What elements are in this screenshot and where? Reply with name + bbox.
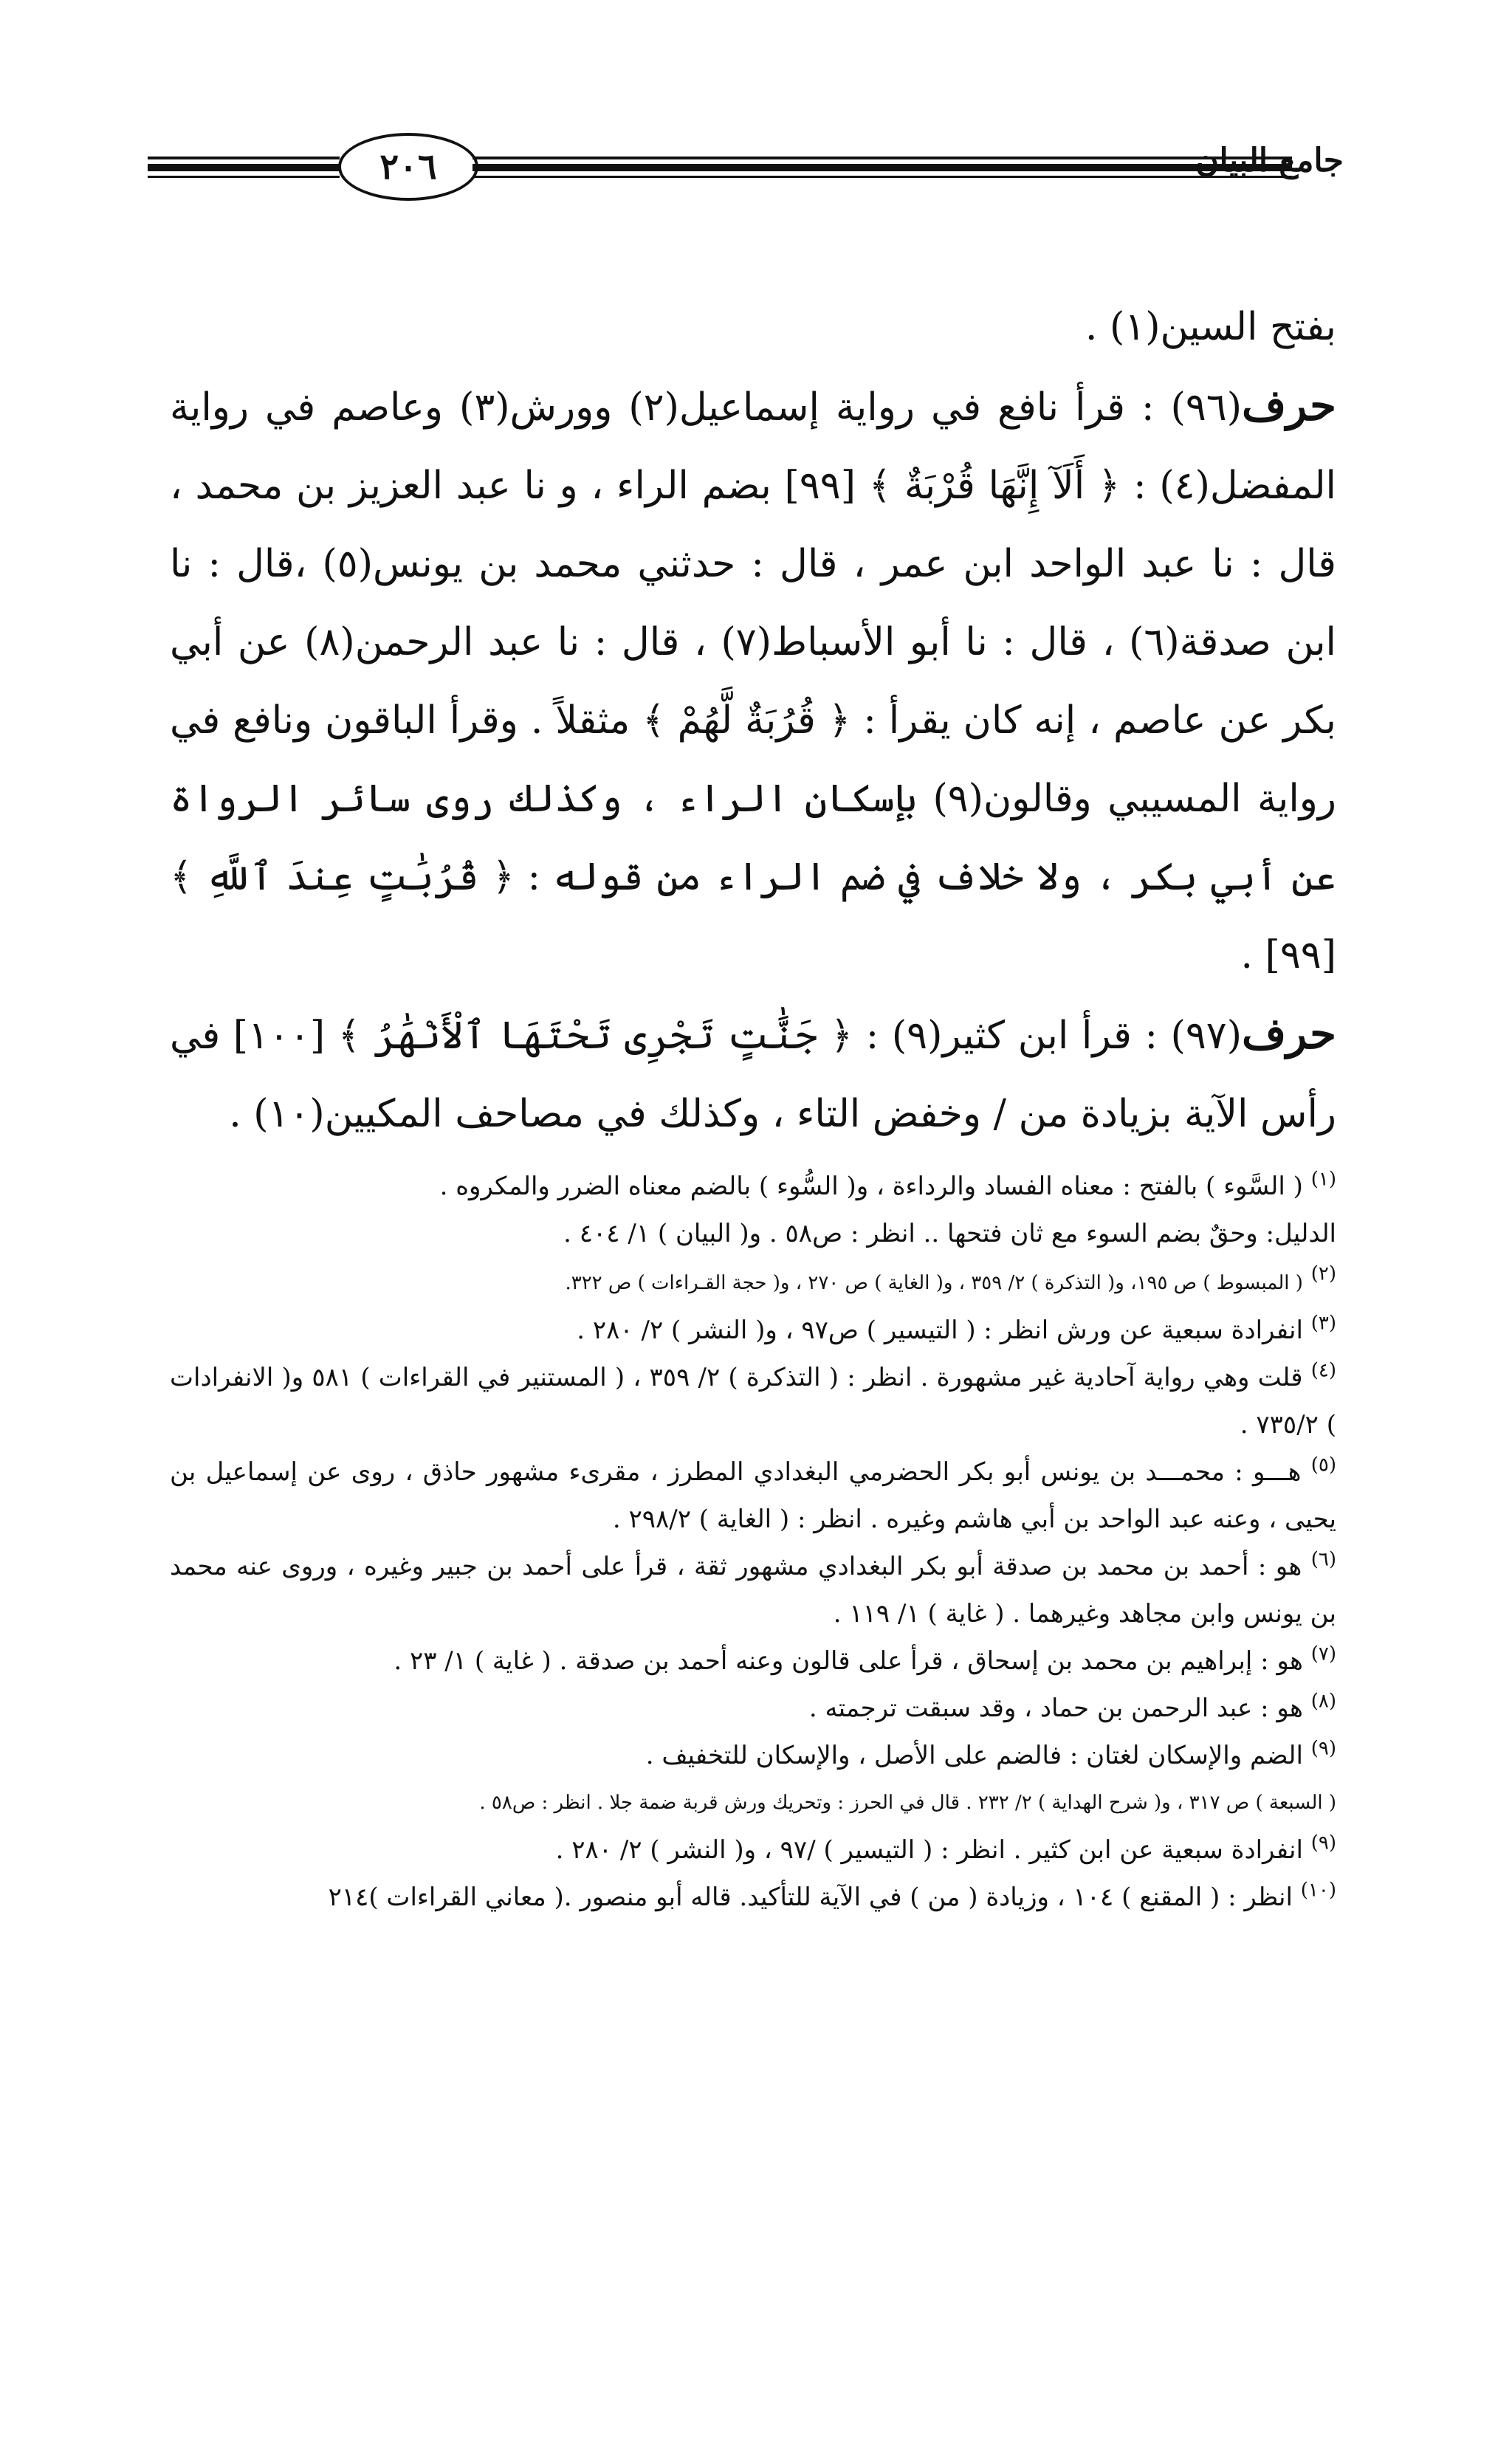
- header-rule-left: [148, 157, 340, 182]
- footnote-text: انفرادة سبعية عن ابن كثير . انظر : ( التيسير ) /٩٧ ، و( النشر ) ٢/ ٢٨٠ .: [555, 1835, 1303, 1865]
- footnote-text: ( المبسوط ) ص ١٩٥، و( التذكرة ) ٢/ ٣٥٩ ، و( الغاية ) ص ٢٧٠ ، و( حجة القـراءات ) ص ٣٢٢.: [565, 1272, 1303, 1294]
- footnote-text: انفرادة سبعية عن ورش انظر : ( التيسير ) ص٩٧ ، و( النشر ) ٢/ ٢٨٠ .: [577, 1316, 1303, 1345]
- footnote-number: (١٠): [1300, 1879, 1336, 1902]
- footnote-text: ( السَّوء ) بالفتح : معناه الفساد والرداءة ، و( السُّوء ) بالضم معناه الضرر والمكروه .: [439, 1172, 1303, 1201]
- footnote-number: (٦): [1310, 1548, 1336, 1571]
- book-title: جامع البيان: [1195, 142, 1344, 179]
- footnote-text: هـــو : محمـــد بن يونس أبو بكر الحضرمي البغدادي المطرز ، مقرىء مشهور حاذق ، روى عن إسماعيل بن يحيى ، وعنه عبد الواحد بن أبي هاشم وغيره . انظر : ( الغاية ) ٢٩٨/٢ .: [170, 1457, 1336, 1534]
- footnote-2: [170, 1257, 1336, 1307]
- footnote-text: هو : عبد الرحمن بن حماد ، وقد سبقت ترجمته .: [808, 1694, 1303, 1723]
- page-number: ٢٠٦: [338, 133, 478, 201]
- footnote-4: [170, 1354, 1336, 1448]
- footnote-text: قلت وهي رواية آحادية غير مشهورة . انظر : ( التذكرة ) ٢/ ٣٥٩ ، ( المستنير في القراءات ) ٥٨١ و( الانفرادات ) ٧٣٥/٢ .: [170, 1363, 1336, 1440]
- footnote-number: (١): [1310, 1168, 1336, 1191]
- footnote-text: الضم والإسكان لغتان : فالضم على الأصل ، والإسكان للتخفيف .: [645, 1741, 1303, 1770]
- footnote-number: (٥): [1310, 1454, 1337, 1476]
- footnote-3: [170, 1307, 1336, 1354]
- header-rule-right: [472, 157, 1292, 182]
- footnote-9: [170, 1732, 1336, 1779]
- footnote-number: (٣): [1310, 1312, 1336, 1335]
- paragraph-1-text: (٩٦) : قرأ نافع في رواية إسماعيل(٢) وورش(٣) وعاصم في رواية المفضل(٤) : ﴿ أَلَآ إِنَّهَا قُرْبَةٌ ﴾ [٩٩] بضم الراء ، و نا عبد العزيز بن محمد ، قال : نا عبد الواحد ابن عمر ، قال : حدثني محمد بن يونس(٥) ،قال : نا ابن صدقة(٦) ، قال : نا أبو الأسباط(٧) ، قال : نا عبد الرحمن(٨) عن أبي بكر عن عاصم ، إنه كان يقرأ : ﴿ قُرُبَةٌ لَّهُمْ ﴾ مثقلاً . وقرأ الباقون ونافع في رواية المسيبي وقالون(٩) بإسكان الراء ، وكذلك روى سائر الرواة عن أبي بكر ، ولا خلاف في ضم الراء من قوله : ﴿ قُرُبَٰتٍ عِندَ ٱللَّهِ ﴾ [٩٩] .: [170, 385, 1337, 977]
- footnote-number: (٩): [1310, 1737, 1336, 1760]
- harf-label: حرف: [1242, 380, 1337, 430]
- paragraph-0: بفتح السين(١) .: [1085, 305, 1336, 349]
- page-header: [148, 133, 1344, 199]
- footnote-1-continued: الدليل: وحقٌ بضم السوء مع ثان فتحها .. انظر : ص٥٨ . و( البيان ) ١/ ٤٠٤ .: [563, 1219, 1336, 1248]
- footnote-8: [170, 1685, 1336, 1732]
- footnote-number: (٤): [1310, 1359, 1336, 1382]
- footnote-text: انظر : ( المقنع ) ١٠٤ ، وزيادة ( من ) في الآية للتأكيد. قاله أبو منصور .( معاني القراءات )٢١٤: [328, 1883, 1293, 1912]
- paragraph-2: [170, 994, 1336, 1153]
- footnote-6: [170, 1543, 1336, 1637]
- footnote-9-continued: ( السبعة ) ص ٣١٧ ، و( شرح الهداية ) ٢/ ٢٣٢ . قال في الحرز : وتحريك ورش قربة ضمة جلا . انظر : ص٥٨ .: [479, 1792, 1336, 1814]
- footnote-1: [170, 1163, 1336, 1210]
- footnote-number: (٧): [1310, 1643, 1336, 1665]
- paragraph-2-text: (٩٧) : قرأ ابن كثير(٩) : ﴿ جَنَّٰتٍ تَجْرِى تَحْتَهَا ٱلْأَنْهَٰرُ ﴾ [١٠٠] في رأس الآية بزيادة من / وخفض التاء ، وكذلك في مصاحف المكيين(١٠) .: [170, 1014, 1336, 1136]
- footnote-text: هو : أحمد بن محمد بن صدقة أبو بكر البغدادي مشهور ثقة ، قرأ على أحمد بن جبير وغيره ، وروى عنه محمد بن يونس وابن مجاهد وغيرهما . ( غاية ) ١/ ١١٩ .: [170, 1552, 1336, 1629]
- footnote-text: هو : إبراهيم بن محمد بن إسحاق ، قرأ على قالون وعنه أحمد بن صدقة . ( غاية ) ١/ ٢٣ .: [394, 1646, 1303, 1676]
- paragraph-1: [170, 366, 1336, 994]
- footnote-7: [170, 1637, 1336, 1685]
- main-text: [170, 288, 1336, 1153]
- footnote-9b: [170, 1826, 1336, 1874]
- footnote-number: (٩): [1310, 1832, 1336, 1854]
- footnotes: [170, 1163, 1336, 1921]
- footnote-number: (٢): [1310, 1262, 1336, 1285]
- footnote-10: [170, 1874, 1336, 1921]
- footnote-5: [170, 1448, 1336, 1543]
- footnote-number: (٨): [1310, 1690, 1336, 1713]
- harf-label: حرف: [1242, 1008, 1337, 1059]
